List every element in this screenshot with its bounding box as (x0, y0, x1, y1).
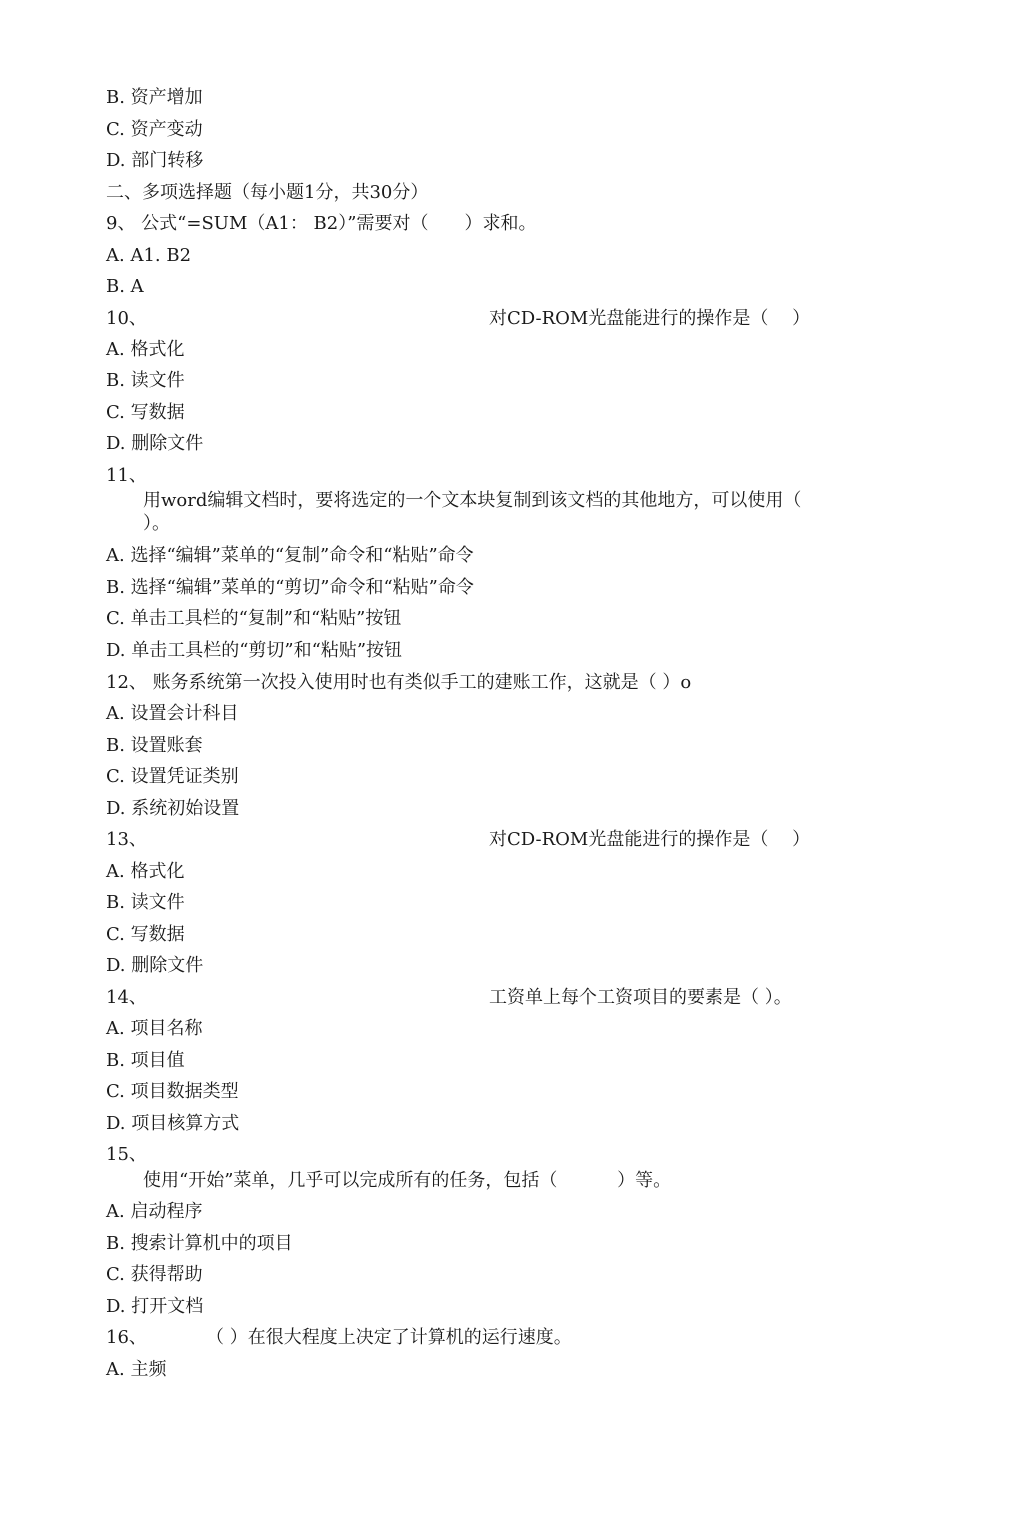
question-stem: （ ）在很大程度上决定了计算机的运行速度。 (206, 1327, 572, 1348)
question-12: 12、 账务系统第一次投入使用时也有类似手工的建账工作，这就是（ ）o (106, 672, 692, 693)
question-number: 11、 (106, 465, 147, 486)
question-stem: ）。 (143, 513, 170, 534)
option-line: B. 选择“编辑”菜单的“剪切”命令和“粘贴”命令 (106, 577, 474, 598)
option-line: C. 设置凭证类别 (106, 766, 239, 787)
option-line: A. 项目名称 (106, 1018, 203, 1039)
option-line: D. 单击工具栏的“剪切”和“粘贴”按钮 (106, 640, 403, 661)
option-line: A. A1. B2 (106, 245, 192, 266)
option-line: D. 删除文件 (106, 955, 204, 976)
question-stem: 工资单上每个工资项目的要素是（ ）。 (489, 987, 792, 1008)
question-13 (106, 828, 811, 852)
option-line: C. 资产变动 (106, 119, 203, 140)
option-line: B. 读文件 (106, 370, 185, 391)
option-line: D. 系统初始设置 (106, 798, 240, 819)
question-number: 10、 (106, 308, 147, 329)
option-line: B. 设置账套 (106, 735, 203, 756)
question-number: 15、 (106, 1144, 147, 1165)
option-line: A. 格式化 (106, 339, 185, 360)
option-line: B. 读文件 (106, 892, 185, 913)
option-line: C. 单击工具栏的“复制”和“粘贴”按钮 (106, 608, 402, 629)
question-stem: 使用“开始”菜单，几乎可以完成所有的任务，包括（ ）等。 (143, 1170, 672, 1191)
option-line: D. 项目核算方式 (106, 1113, 240, 1134)
option-line: A. 启动程序 (106, 1201, 203, 1222)
option-line: B. 资产增加 (106, 87, 203, 108)
question-number: 14、 (106, 987, 147, 1008)
question-stem: 对CD-ROM光盘能进行的操作是（ ） (489, 308, 811, 329)
question-10 (106, 307, 811, 331)
section-heading: 二、多项选择题（每小题1分，共30分） (106, 182, 429, 203)
question-stem: 对CD-ROM光盘能进行的操作是（ ） (489, 829, 811, 850)
question-16 (106, 1326, 706, 1350)
question-9: 9、 公式“=SUM（A1： B2）”需要对（ ）求和。 (106, 213, 537, 234)
option-line: B. A (106, 276, 144, 297)
option-line: B. 搜索计算机中的项目 (106, 1233, 293, 1254)
question-stem: 用word编辑文档时，要将选定的一个文本块复制到该文档的其他地方，可以使用（ (143, 490, 802, 511)
option-line: C. 写数据 (106, 402, 185, 423)
option-line: A. 选择“编辑”菜单的“复制”命令和“粘贴”命令 (106, 545, 474, 566)
option-line: D. 部门转移 (106, 150, 204, 171)
option-line: A. 主频 (106, 1359, 167, 1380)
option-line: D. 打开文档 (106, 1296, 204, 1317)
option-line: C. 项目数据类型 (106, 1081, 239, 1102)
question-number: 13、 (106, 829, 147, 850)
question-14 (106, 986, 816, 1010)
option-line: B. 项目值 (106, 1050, 185, 1071)
option-line: A. 设置会计科目 (106, 703, 239, 724)
option-line: A. 格式化 (106, 861, 185, 882)
option-line: D. 删除文件 (106, 433, 204, 454)
option-line: C. 获得帮助 (106, 1264, 203, 1285)
question-number: 16、 (106, 1327, 147, 1348)
option-line: C. 写数据 (106, 924, 185, 945)
